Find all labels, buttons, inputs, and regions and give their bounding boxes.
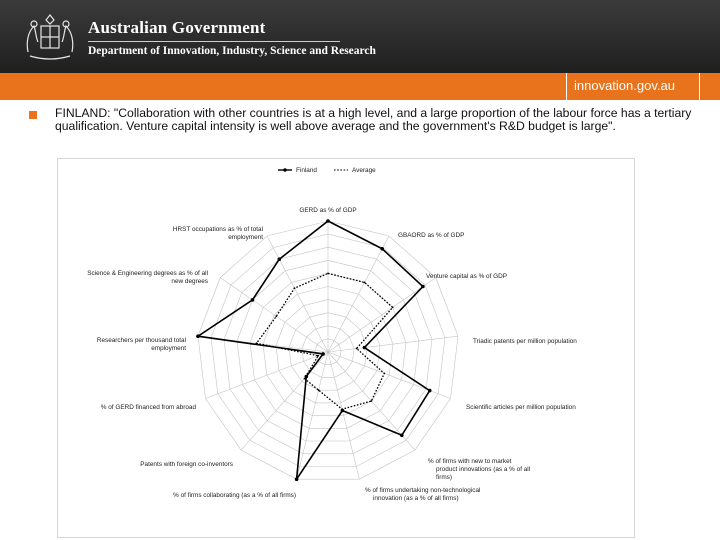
series-point-1 — [341, 408, 343, 410]
axis-label: Researchers per thousand total employment — [96, 337, 186, 352]
axis-label: GERD as % of GDP — [299, 207, 357, 214]
axis-label: HRST occupations as % of total employment — [172, 226, 263, 241]
axis-label: Scientific articles per million population — [466, 404, 576, 411]
series-point-0 — [363, 346, 367, 350]
series-line-1 — [257, 273, 393, 409]
radar-chart-frame — [57, 158, 635, 538]
radar-spoke — [206, 352, 329, 399]
series-point-1 — [383, 373, 385, 375]
bullet-marker — [29, 111, 37, 119]
series-point-1 — [318, 389, 320, 391]
radar-spoke — [241, 352, 328, 450]
radar-spoke — [267, 236, 328, 352]
series-point-1 — [356, 348, 358, 350]
slide-text: FINLAND: "Collaboration with other countries is at a high level, and a large proportion of the labour force has a tertiary qualification. Venture capital intensity is well above average and the government's R&D budget is large". — [55, 106, 692, 133]
header-bar — [0, 0, 720, 73]
radar-spoke — [328, 352, 451, 399]
header-divider — [88, 41, 340, 42]
axis-label: % of GERD financed from abroad — [100, 404, 196, 411]
axis-label: % of firms with new to market product innovations (as a % of all firms) — [428, 458, 531, 481]
axis-label: % of firms undertaking non-technological innovation (as a % of all firms) — [365, 487, 481, 502]
series-point-0 — [380, 247, 384, 251]
series-point-0 — [400, 434, 404, 438]
series-point-0 — [196, 334, 200, 338]
axis-label: Patents with foreign co-inventors — [140, 461, 233, 468]
legend-marker — [283, 168, 286, 171]
radar-spoke — [328, 236, 389, 352]
series-point-0 — [278, 257, 282, 261]
axis-label: Science & Engineering degrees as % of all new degrees — [87, 270, 208, 285]
axis-label: GBAORD as % of GDP — [398, 232, 465, 239]
series-point-0 — [295, 477, 299, 481]
series-point-1 — [327, 273, 329, 275]
series-point-1 — [392, 307, 394, 309]
series-point-1 — [256, 342, 258, 344]
series-point-0 — [326, 219, 330, 223]
radar-chart — [58, 159, 634, 537]
site-link[interactable]: innovation.gov.au — [574, 78, 675, 93]
series-point-1 — [294, 287, 296, 289]
department-name: Department of Innovation, Industry, Science and Research — [88, 45, 376, 57]
series-point-0 — [251, 298, 255, 302]
government-name: Australian Government — [88, 18, 266, 37]
axis-label: Triadic patents per million population — [473, 338, 577, 345]
series-point-1 — [304, 378, 306, 380]
coat-of-arms-icon — [22, 12, 78, 64]
series-point-0 — [421, 285, 425, 289]
series-point-1 — [371, 400, 373, 402]
series-point-0 — [428, 389, 432, 393]
series-point-0 — [321, 352, 325, 356]
series-point-1 — [364, 282, 366, 284]
legend-label: Finland — [296, 167, 317, 175]
axis-label: % of firms collaborating (as a % of all firms) — [173, 492, 296, 499]
series-point-1 — [317, 355, 319, 357]
axis-label: Venture capital as % of GDP — [426, 273, 507, 280]
series-point-1 — [275, 315, 277, 317]
legend-label: Average — [352, 167, 376, 175]
